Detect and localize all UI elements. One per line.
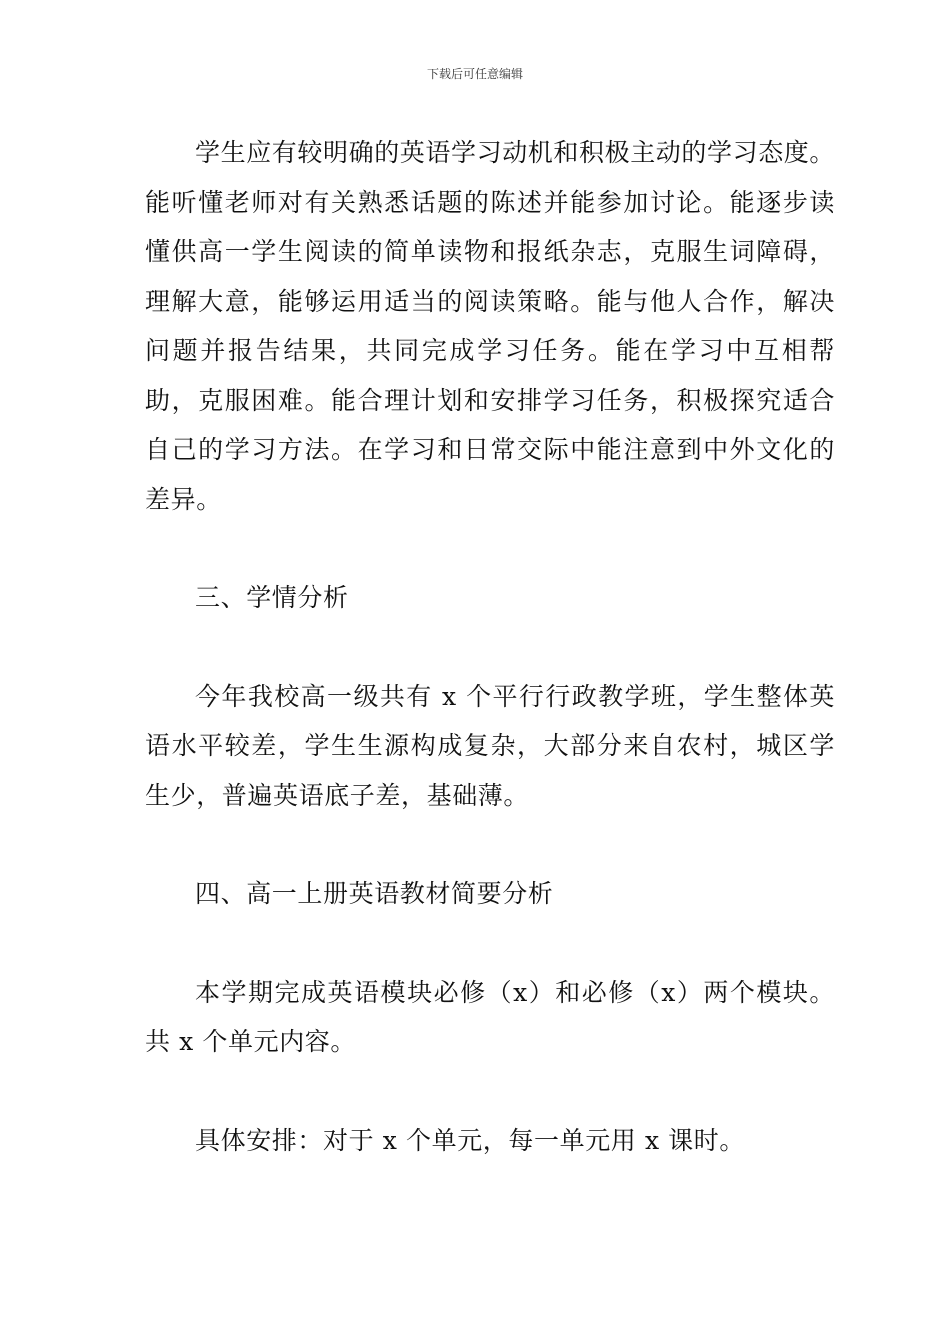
paragraph-schedule: 具体安排：对于 x 个单元，每一单元用 x 课时。 [195, 1125, 745, 1155]
paragraph-textbook-modules: 本学期完成英语模块必修（x）和必修（x）两个模块。共 x 个单元内容。 [145, 977, 835, 1056]
section-heading-textbook-analysis: 四、高一上册英语教材简要分析 [195, 879, 554, 908]
page-header: 下载后可任意编辑 [426, 67, 523, 81]
paragraph-student-analysis: 今年我校高一级共有 x 个平行行政教学班，学生整体英语水平较差，学生生源构成复杂，大部分来自农村，城区学生少，普遍英语底子差，基础薄。 [145, 681, 835, 810]
paragraph-learning-goals: 学生应有较明确的英语学习动机和积极主动的学习态度。能听懂老师对有关熟悉话题的陈述并能参加讨论。能逐步读懂供高一学生阅读的简单读物和报纸杂志，克服生词障碍，理解大意，能够运用适当的阅读策略。能与他人合作，解决问题并报告结果，共同完成学习任务。能在学习中互相帮助，克服困难。能合理计划和安排学习任务，积极探究适合自己的学习方法。在学习和日常交际中能注意到中外文化的差异。 [145, 138, 836, 514]
document-body [145, 128, 835, 1165]
section-heading-student-analysis: 三、学情分析 [195, 583, 349, 612]
